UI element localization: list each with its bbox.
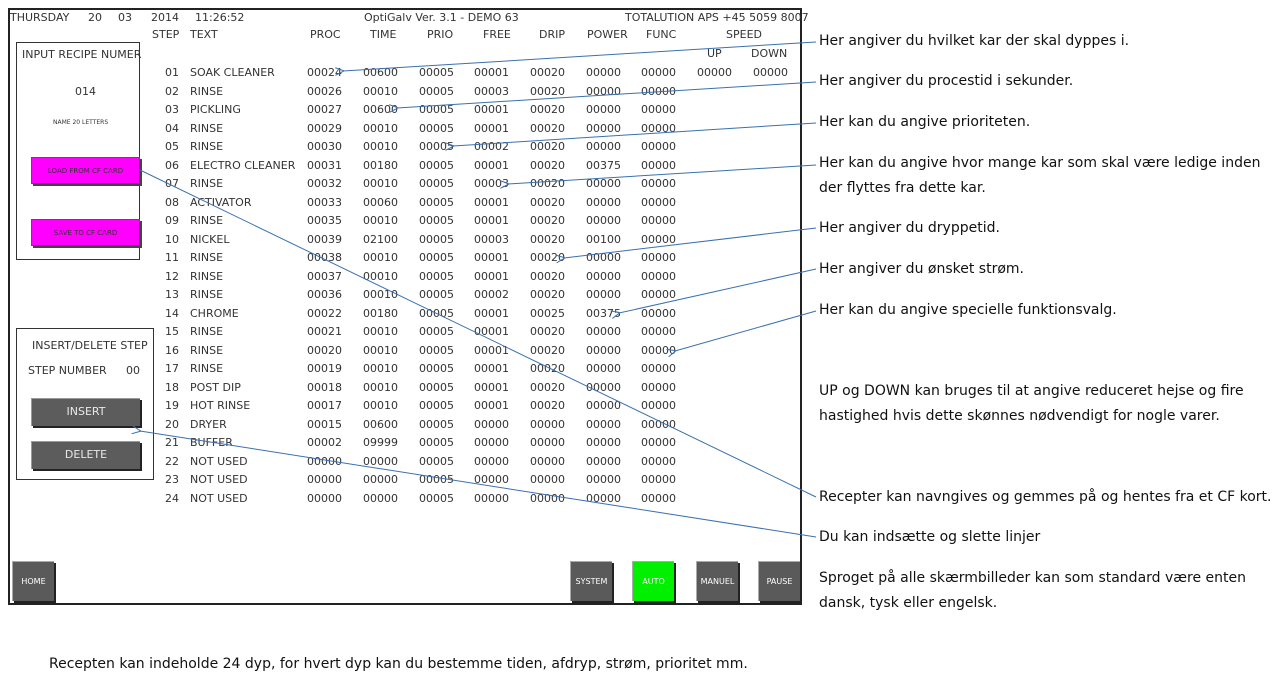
cell-free[interactable]: 00001	[474, 362, 509, 375]
cell-step: 20	[165, 417, 179, 431]
cell-step: 10	[165, 232, 179, 246]
cell-power[interactable]: 00000	[586, 177, 621, 190]
cell-proc[interactable]: 00036	[307, 288, 342, 301]
cell-step: 14	[165, 306, 179, 320]
note-func: Her kan du angive specielle funktionsvalg.	[819, 302, 1117, 318]
note-prio: Her kan du angive prioriteten.	[819, 114, 1031, 130]
col-speed: SPEED	[726, 28, 762, 41]
cell-free[interactable]: 00002	[474, 288, 509, 301]
cell-proc[interactable]: 00032	[307, 177, 342, 190]
cell-prio[interactable]: 00005	[419, 195, 454, 209]
col-step: STEP	[152, 28, 180, 41]
cell-prio[interactable]: 00005	[419, 158, 454, 172]
cell-proc[interactable]: 00021	[307, 325, 342, 338]
cell-func[interactable]: 00000	[641, 84, 676, 98]
cell-func[interactable]: 00000	[641, 269, 676, 283]
cell-time[interactable]: 02100	[363, 232, 398, 246]
cell-text[interactable]: HOT RINSE	[190, 399, 251, 412]
step-number-value[interactable]: 00	[126, 364, 140, 377]
cell-func[interactable]: 00000	[641, 214, 676, 227]
cell-func[interactable]: 00000	[641, 103, 676, 116]
note-language-2: dansk, tysk eller engelsk.	[819, 595, 998, 611]
cell-free[interactable]: 00001	[474, 380, 509, 394]
cell-prio[interactable]: 00005	[419, 454, 454, 468]
cell-drip[interactable]: 00020	[530, 288, 565, 301]
cell-drip[interactable]: 00020	[530, 84, 565, 98]
cell-proc[interactable]: 00018	[307, 380, 342, 394]
cell-step: 03	[165, 103, 179, 116]
cell-free[interactable]: 00000	[474, 491, 509, 505]
cell-free[interactable]: 00002	[474, 140, 509, 153]
cell-prio[interactable]: 00005	[419, 473, 454, 486]
col-drip: DRIP	[539, 28, 565, 41]
cell-free[interactable]: 00001	[474, 399, 509, 412]
cell-drip[interactable]: 00020	[530, 66, 565, 79]
col-func: FUNC	[646, 28, 677, 41]
home-button[interactable]: HOME	[12, 561, 54, 601]
cell-proc[interactable]: 00017	[307, 399, 342, 412]
cell-step: 19	[165, 399, 179, 412]
cell-drip[interactable]: 00020	[530, 177, 565, 190]
cell-time[interactable]: 00600	[363, 103, 398, 116]
cell-proc[interactable]: 00038	[307, 251, 342, 264]
cell-text[interactable]: POST DIP	[190, 380, 241, 394]
pause-button[interactable]: PAUSE	[758, 561, 800, 601]
cell-text[interactable]: RINSE	[190, 177, 224, 190]
cell-step: 17	[165, 362, 179, 375]
cell-proc[interactable]: 00033	[307, 195, 342, 209]
recipe-panel	[16, 42, 140, 260]
cell-power[interactable]: 00000	[586, 251, 621, 264]
cell-drip[interactable]: 00000	[530, 417, 565, 431]
cell-free[interactable]: 00001	[474, 195, 509, 209]
cell-func[interactable]: 00000	[641, 343, 676, 357]
cell-proc[interactable]: 00031	[307, 158, 342, 172]
cell-func[interactable]: 00000	[641, 473, 676, 486]
cell-step: 15	[165, 325, 179, 338]
note-recipe: Recepter kan navngives og gemmes på og hentes fra et CF kort.	[819, 489, 1272, 505]
load-from-cf-button[interactable]: LOAD FROM CF CARD	[31, 157, 140, 184]
note-time: Her angiver du procestid i sekunder.	[819, 73, 1074, 89]
cell-power[interactable]: 00000	[586, 195, 621, 209]
cell-power[interactable]: 00000	[586, 436, 621, 449]
step-number-label: STEP NUMBER	[28, 364, 107, 377]
cell-time[interactable]: 00000	[363, 473, 398, 486]
cell-drip[interactable]: 00020	[530, 269, 565, 283]
cell-drip[interactable]: 00020	[530, 362, 565, 375]
cell-drip[interactable]: 00020	[530, 214, 565, 227]
cell-step: 13	[165, 288, 179, 301]
cell-drip[interactable]: 00020	[530, 325, 565, 338]
col-text: TEXT	[190, 28, 218, 41]
cell-free[interactable]: 00001	[474, 158, 509, 172]
cell-proc[interactable]: 00037	[307, 269, 342, 283]
cell-step: 04	[165, 121, 179, 135]
cell-text[interactable]: RINSE	[190, 362, 224, 375]
note-drip: Her angiver du dryppetid.	[819, 220, 1000, 236]
cell-text[interactable]: CHROME	[190, 306, 239, 320]
insert-button[interactable]: INSERT	[31, 398, 140, 426]
cell-proc[interactable]: 00022	[307, 306, 342, 320]
note-bottom: Recepten kan indeholde 24 dyp, for hvert dyp kan du bestemme tiden, afdryp, strøm, prioritet mm.	[49, 656, 748, 672]
cell-step: 24	[165, 491, 179, 505]
cell-prio[interactable]: 00005	[419, 103, 454, 116]
cell-drip[interactable]: 00000	[530, 454, 565, 468]
cell-proc[interactable]: 00019	[307, 362, 342, 375]
cell-time[interactable]: 00010	[363, 362, 398, 375]
cell-prio[interactable]: 00005	[419, 288, 454, 301]
cell-power[interactable]: 00000	[586, 362, 621, 375]
cell-time[interactable]: 00010	[363, 84, 398, 98]
note-language-1: Sproget på alle skærmbilleder kan som standard være enten	[819, 570, 1246, 586]
cell-free[interactable]: 00000	[474, 473, 509, 486]
cell-proc[interactable]: 00015	[307, 417, 342, 431]
cell-text[interactable]: DRYER	[190, 417, 227, 431]
cell-time[interactable]: 00600	[363, 66, 398, 79]
cell-text[interactable]: RINSE	[190, 288, 224, 301]
note-speed-2: hastighed hvis dette skønnes nødvendigt for nogle varer.	[819, 408, 1220, 424]
cell-time[interactable]: 00010	[363, 214, 398, 227]
col-speed-up: UP	[707, 47, 722, 60]
cell-power[interactable]: 00000	[586, 325, 621, 338]
cell-power[interactable]: 00000	[586, 491, 621, 505]
cell-proc[interactable]: 00035	[307, 214, 342, 227]
table-row	[10, 492, 804, 510]
cell-drip[interactable]: 00025	[530, 306, 565, 320]
cell-power[interactable]: 00000	[586, 269, 621, 283]
cell-func[interactable]: 00000	[641, 177, 676, 190]
cell-func[interactable]: 00000	[641, 436, 676, 449]
header-time: 11:26:52	[195, 11, 245, 24]
cell-step: 09	[165, 214, 179, 227]
cell-drip[interactable]: 00020	[530, 380, 565, 394]
cell-time[interactable]: 00600	[363, 417, 398, 431]
cell-prio[interactable]: 00005	[419, 140, 454, 153]
cell-time[interactable]: 00180	[363, 306, 398, 320]
cell-drip[interactable]: 00000	[530, 491, 565, 505]
note-power: Her angiver du ønsket strøm.	[819, 261, 1024, 277]
table-row	[10, 270, 804, 288]
save-to-cf-button[interactable]: SAVE TO CF CARD	[31, 219, 140, 246]
cell-prio[interactable]: 00005	[419, 325, 454, 338]
cell-proc[interactable]: 00000	[307, 491, 342, 505]
cell-power[interactable]: 00000	[586, 214, 621, 227]
cell-step: 02	[165, 84, 179, 98]
header-company: TOTALUTION APS +45 5059 8007	[625, 11, 809, 24]
cell-free[interactable]: 00003	[474, 84, 509, 98]
cell-drip[interactable]: 00020	[530, 103, 565, 116]
cell-text[interactable]: NOT USED	[190, 454, 248, 468]
cell-proc[interactable]: 00030	[307, 140, 342, 153]
cell-power[interactable]: 00000	[586, 380, 621, 394]
cell-free[interactable]: 00001	[474, 343, 509, 357]
cell-power[interactable]: 00000	[586, 343, 621, 357]
cell-free[interactable]: 00001	[474, 103, 509, 116]
col-power: POWER	[587, 28, 628, 41]
cell-prio[interactable]: 00005	[419, 269, 454, 283]
cell-text[interactable]: BUFFER	[190, 436, 233, 449]
cell-func[interactable]: 00000	[641, 251, 676, 264]
cell-text[interactable]: NICKEL	[190, 232, 230, 246]
cell-prio[interactable]: 00005	[419, 232, 454, 246]
cell-drip[interactable]: 00020	[530, 343, 565, 357]
cell-prio[interactable]: 00005	[419, 177, 454, 190]
cell-func[interactable]: 00000	[641, 195, 676, 209]
cell-func[interactable]: 00000	[641, 454, 676, 468]
cell-text[interactable]: ELECTRO CLEANER	[190, 158, 296, 172]
cell-step: 05	[165, 140, 179, 153]
header-day: THURSDAY	[10, 11, 70, 24]
cell-free[interactable]: 00001	[474, 66, 509, 79]
cell-power[interactable]: 00000	[586, 121, 621, 135]
cell-func[interactable]: 00000	[641, 399, 676, 412]
cell-text[interactable]: RINSE	[190, 214, 224, 227]
cell-prio[interactable]: 00005	[419, 343, 454, 357]
cell-free[interactable]: 00001	[474, 306, 509, 320]
cell-time[interactable]: 00010	[363, 288, 398, 301]
cell-free[interactable]: 00003	[474, 232, 509, 246]
col-free: FREE	[483, 28, 511, 41]
cell-func[interactable]: 00000	[641, 362, 676, 375]
cell-step: 06	[165, 158, 179, 172]
system-button[interactable]: SYSTEM	[570, 561, 612, 601]
cell-time[interactable]: 00010	[363, 121, 398, 135]
cell-time[interactable]: 00010	[363, 140, 398, 153]
cell-drip[interactable]: 00000	[530, 436, 565, 449]
insert-delete-panel	[16, 328, 154, 480]
cell-text[interactable]: RINSE	[190, 343, 224, 357]
recipe-number[interactable]: 014	[75, 85, 96, 98]
cell-free[interactable]: 00001	[474, 325, 509, 338]
cell-prio[interactable]: 00005	[419, 380, 454, 394]
cell-prio[interactable]: 00005	[419, 491, 454, 505]
cell-text[interactable]: NOT USED	[190, 473, 248, 486]
cell-proc[interactable]: 00024	[307, 66, 342, 79]
cell-func[interactable]: 00000	[641, 121, 676, 135]
recipe-name-label[interactable]: NAME 20 LETTERS	[53, 119, 109, 126]
cell-power[interactable]: 00000	[586, 103, 621, 116]
header-date-year: 2014	[151, 11, 179, 24]
cell-time[interactable]: 00010	[363, 399, 398, 412]
cell-prio[interactable]: 00005	[419, 399, 454, 412]
cell-proc[interactable]: 00026	[307, 84, 342, 98]
cell-drip[interactable]: 00020	[530, 232, 565, 246]
cell-power[interactable]: 00000	[586, 84, 621, 98]
cell-power[interactable]: 00000	[586, 288, 621, 301]
cell-prio[interactable]: 00005	[419, 306, 454, 320]
cell-func[interactable]: 00000	[641, 380, 676, 394]
header-title: OptiGalv Ver. 3.1 - DEMO 63	[364, 11, 519, 24]
cell-prio[interactable]: 00005	[419, 84, 454, 98]
cell-power[interactable]: 00000	[586, 66, 621, 79]
cell-text[interactable]: RINSE	[190, 121, 224, 135]
cell-text[interactable]: RINSE	[190, 140, 224, 153]
cell-power[interactable]: 00000	[586, 454, 621, 468]
cell-time[interactable]: 00000	[363, 454, 398, 468]
cell-prio[interactable]: 00005	[419, 417, 454, 431]
note-free-1: Her kan du angive hvor mange kar som skal være ledige inden	[819, 155, 1261, 171]
col-time: TIME	[370, 28, 397, 41]
note-free-2: der flyttes fra dette kar.	[819, 180, 986, 196]
cell-power[interactable]: 00375	[586, 158, 621, 172]
cell-proc[interactable]: 00027	[307, 103, 342, 116]
cell-time[interactable]: 00060	[363, 195, 398, 209]
cell-prio[interactable]: 00005	[419, 121, 454, 135]
cell-power[interactable]: 00000	[586, 399, 621, 412]
cell-free[interactable]: 00000	[474, 454, 509, 468]
cell-down[interactable]: 00000	[753, 66, 788, 79]
cell-free[interactable]: 00001	[474, 121, 509, 135]
cell-proc[interactable]: 00020	[307, 343, 342, 357]
cell-text[interactable]: ACTIVATOR	[190, 195, 252, 209]
cell-func[interactable]: 00000	[641, 417, 676, 431]
header-date-month: 03	[118, 11, 132, 24]
header-date-day: 20	[88, 11, 102, 24]
col-speed-down: DOWN	[751, 47, 788, 60]
col-prio: PRIO	[427, 28, 454, 41]
cell-power[interactable]: 00000	[586, 140, 621, 153]
cell-text[interactable]: RINSE	[190, 269, 224, 283]
cell-proc[interactable]: 00000	[307, 473, 342, 486]
cell-drip[interactable]: 00020	[530, 140, 565, 153]
cell-time[interactable]: 00000	[363, 491, 398, 505]
cell-prio[interactable]: 00005	[419, 436, 454, 449]
cell-drip[interactable]: 00020	[530, 158, 565, 172]
cell-text[interactable]: PICKLING	[190, 103, 241, 116]
cell-drip[interactable]: 00020	[530, 121, 565, 135]
cell-prio[interactable]: 00005	[419, 214, 454, 227]
cell-func[interactable]: 00000	[641, 288, 676, 301]
cell-time[interactable]: 00010	[363, 177, 398, 190]
cell-text[interactable]: NOT USED	[190, 491, 248, 505]
cell-prio[interactable]: 00005	[419, 362, 454, 375]
note-speed-1: UP og DOWN kan bruges til at angive reduceret hejse og fire	[819, 383, 1244, 399]
cell-free[interactable]: 00001	[474, 269, 509, 283]
cell-power[interactable]: 00100	[586, 232, 621, 246]
col-proc: PROC	[310, 28, 341, 41]
cell-drip[interactable]: 00020	[530, 399, 565, 412]
cell-func[interactable]: 00000	[641, 325, 676, 338]
cell-func[interactable]: 00000	[641, 232, 676, 246]
cell-drip[interactable]: 00000	[530, 473, 565, 486]
cell-time[interactable]: 00010	[363, 269, 398, 283]
recipe-panel-title: INPUT RECIPE NUMER	[22, 48, 142, 61]
cell-step: 16	[165, 343, 179, 357]
cell-text[interactable]: RINSE	[190, 325, 224, 338]
cell-proc[interactable]: 00039	[307, 232, 342, 246]
note-proc: Her angiver du hvilket kar der skal dyppes i.	[819, 33, 1130, 49]
cell-power[interactable]: 00375	[586, 306, 621, 320]
cell-power[interactable]: 00000	[586, 473, 621, 486]
cell-time[interactable]: 09999	[363, 436, 398, 449]
cell-free[interactable]: 00000	[474, 436, 509, 449]
cell-drip[interactable]: 00020	[530, 251, 565, 264]
cell-func[interactable]: 00000	[641, 158, 676, 172]
cell-step: 01	[165, 66, 179, 79]
cell-power[interactable]: 00000	[586, 417, 621, 431]
cell-text[interactable]: RINSE	[190, 84, 224, 98]
cell-proc[interactable]: 00029	[307, 121, 342, 135]
cell-up[interactable]: 00000	[697, 66, 732, 79]
cell-step: 23	[165, 473, 179, 486]
cell-time[interactable]: 00010	[363, 325, 398, 338]
note-insert: Du kan indsætte og slette linjer	[819, 529, 1041, 545]
cell-step: 11	[165, 251, 179, 264]
insert-delete-title: INSERT/DELETE STEP	[32, 339, 148, 352]
cell-text[interactable]: RINSE	[190, 251, 224, 264]
cell-func[interactable]: 00000	[641, 66, 676, 79]
cell-func[interactable]: 00000	[641, 140, 676, 153]
cell-step: 21	[165, 436, 179, 449]
table-row	[10, 307, 804, 325]
cell-prio[interactable]: 00005	[419, 251, 454, 264]
delete-button[interactable]: DELETE	[31, 441, 140, 469]
table-row	[10, 288, 804, 306]
cell-drip[interactable]: 00020	[530, 195, 565, 209]
cell-step: 12	[165, 269, 179, 283]
cell-step: 18	[165, 380, 179, 394]
cell-step: 22	[165, 454, 179, 468]
cell-free[interactable]: 00000	[474, 417, 509, 431]
cell-prio[interactable]: 00005	[419, 66, 454, 79]
cell-free[interactable]: 00001	[474, 251, 509, 264]
hmi-screen	[8, 8, 809, 605]
cell-func[interactable]: 00000	[641, 491, 676, 505]
cell-func[interactable]: 00000	[641, 306, 676, 320]
cell-time[interactable]: 00180	[363, 158, 398, 172]
cell-proc[interactable]: 00000	[307, 454, 342, 468]
cell-step: 07	[165, 177, 179, 190]
cell-free[interactable]: 00001	[474, 214, 509, 227]
cell-proc[interactable]: 00002	[307, 436, 342, 449]
cell-step: 08	[165, 195, 179, 209]
cell-text[interactable]: SOAK CLEANER	[190, 66, 275, 79]
auto-button[interactable]: AUTO	[632, 561, 674, 601]
cell-free[interactable]: 00003	[474, 177, 509, 190]
manuel-button[interactable]: MANUEL	[696, 561, 738, 601]
cell-time[interactable]: 00010	[363, 251, 398, 264]
cell-time[interactable]: 00010	[363, 380, 398, 394]
cell-time[interactable]: 00010	[363, 343, 398, 357]
